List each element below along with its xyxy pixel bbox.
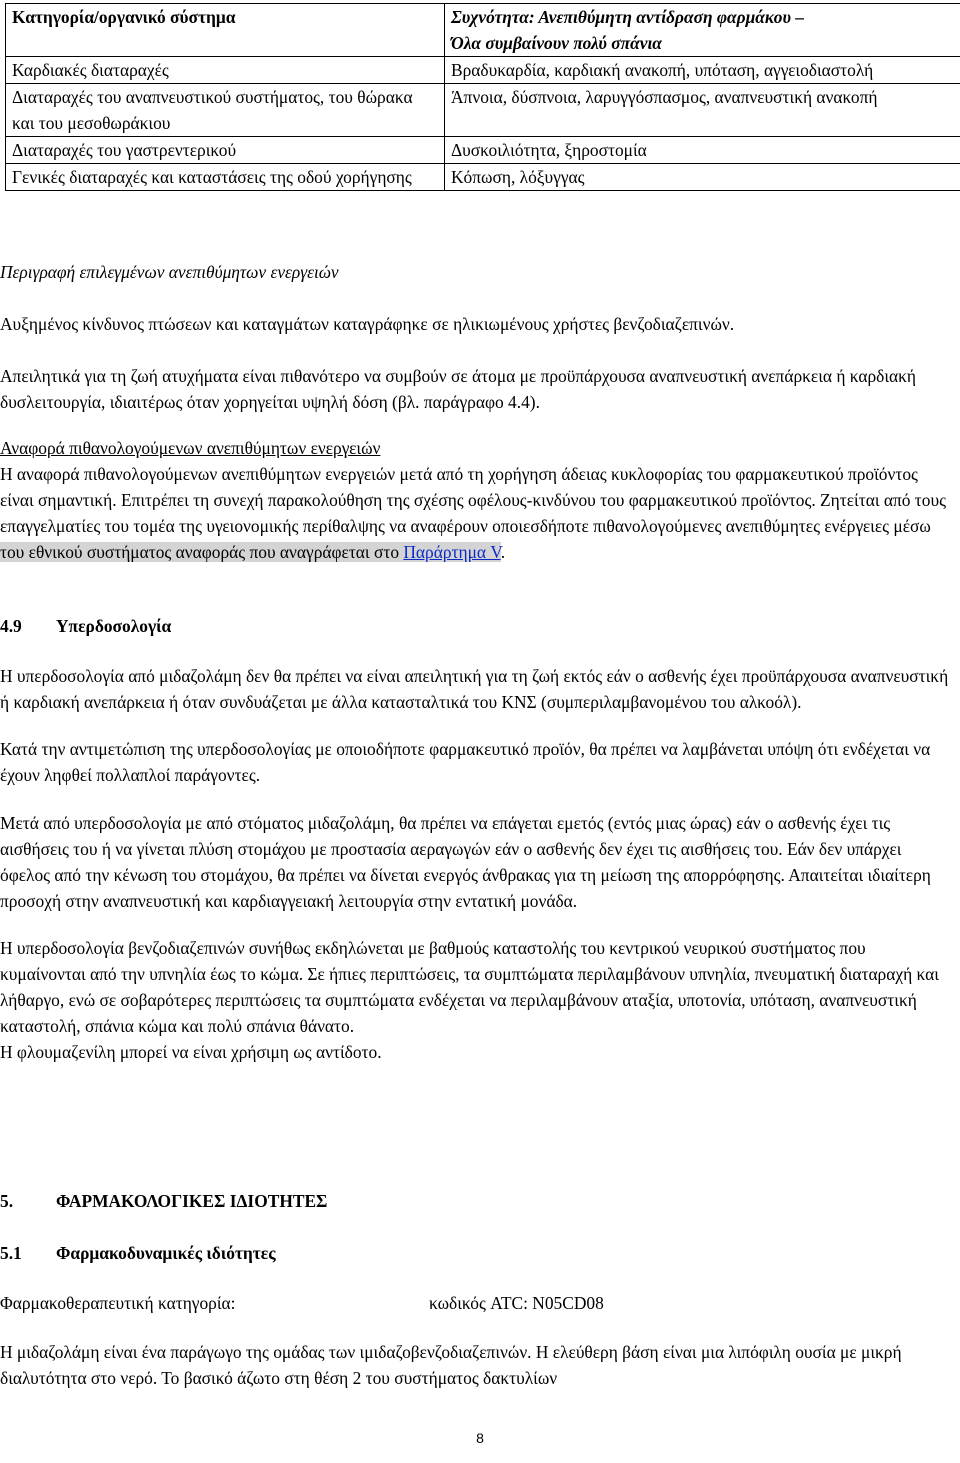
- reaction-cell: Άπνοια, δύσπνοια, λαρυγγόσπασμος, αναπνευστική ανακοπή: [445, 84, 960, 137]
- reaction-cell: Δυσκοιλιότητα, ξηροστομία: [445, 137, 960, 164]
- section-number: 5.1: [0, 1243, 22, 1263]
- pharmacotherapeutic-line: [0, 1290, 236, 1316]
- reporting-end: .: [500, 542, 506, 562]
- section-number: 5.: [0, 1191, 14, 1211]
- overdose-section: [0, 663, 952, 1065]
- atc-code: κωδικός ATC: N05CD08: [429, 1293, 604, 1313]
- annex-v-link[interactable]: Παράρτημα V: [403, 542, 501, 562]
- header-frequency: [445, 4, 960, 57]
- reporting-highlight-words: του εθνικού συστήματος αναφοράς που αναγράφεται στο: [0, 542, 404, 562]
- page-number: 8: [476, 1430, 484, 1446]
- header-frequency-line2: Όλα συμβαίνουν πολύ σπάνια: [451, 33, 662, 53]
- selected-ae-paragraph-1: Αυξημένος κίνδυνος πτώσεων και καταγμάτων καταγράφηκε σε ηλικιωμένους χρήστες βενζοδιαζεπινών.: [0, 314, 735, 334]
- selected-ae-paragraph-2: Απειλητικά για τη ζωή ατυχήματα είναι πιθανότερο να συμβούν σε άτομα με προϋπάρχουσα αναπνευστική ανεπάρκεια ή καρδιακή δυσλειτουργία, ιδιαιτέρως όταν χορηγείται υψηλή δόση (βλ. παράγραφο 4.4).: [0, 366, 917, 412]
- section-title: Φαρμακοδυναμικές ιδιότητες: [56, 1243, 276, 1263]
- organ-system-cell: Καρδιακές διαταραχές: [6, 57, 445, 84]
- organ-system-cell: Διαταραχές του γαστρεντερικού: [6, 137, 445, 164]
- section-title: Υπερδοσολογία: [56, 616, 172, 636]
- overdose-paragraph-5: Η φλουμαζενίλη μπορεί να είναι χρήσιμη ως αντίδοτο.: [0, 1042, 382, 1062]
- section-5-1-heading: [0, 1240, 276, 1266]
- table-row: [6, 137, 960, 164]
- reaction-cell: Κόπωση, λόξυγγας: [445, 164, 960, 191]
- organ-system-cell: Γενικές διαταραχές και καταστάσεις της οδού χορήγησης: [6, 164, 445, 191]
- overdose-paragraph-4: Η υπερδοσολογία βενζοδιαζεπινών συνήθως εκδηλώνεται με βαθμούς καταστολής του κεντρικού νευρικού συστήματος που κυμαίνονται από την υπνηλία έως το κώμα. Σε ήπιες περιπτώσεις, τα συμπτώματα περιλαμβάνουν υπνηλία, πνευματική διαταραχή και λήθαργο, ενώ σε σοβαρότερες περιπτώσεις τα συμπτώματα ενδέχεται να περιλαμβάνουν αταξία, υποτονία, υπόταση, αναπνευστική καταστολή, σπάνια κώμα και πολύ σπάνια θάνατο.: [0, 938, 939, 1036]
- selected-ae-heading: Περιγραφή επιλεγμένων ανεπιθύμητων ενεργειών: [0, 262, 339, 282]
- reporting-paragraph: [0, 461, 952, 565]
- organ-system-cell: Διαταραχές του αναπνευστικού συστήματος, του θώρακα και του μεσοθωράκιου: [6, 84, 445, 137]
- section-5-heading: [0, 1188, 327, 1214]
- section-title: ΦΑΡΜΑΚΟΛΟΓΙΚΕΣ ΙΔΙΟΤΗΤΕΣ: [56, 1191, 328, 1211]
- adverse-reactions-table: [5, 3, 960, 191]
- table-header-row: [6, 4, 960, 57]
- pharmacotherapeutic-label: Φαρμακοθεραπευτική κατηγορία:: [0, 1293, 236, 1313]
- reporting-highlighted-text: [0, 542, 501, 562]
- section-number: 4.9: [0, 616, 22, 636]
- reporting-heading: Αναφορά πιθανολογούμενων ανεπιθύμητων ενεργειών: [0, 438, 381, 458]
- header-frequency-line1: Συχνότητα: Ανεπιθύμητη αντίδραση φαρμάκου –: [451, 7, 805, 27]
- table-row: [6, 84, 960, 137]
- table-row: [6, 57, 960, 84]
- overdose-paragraph-1: Η υπερδοσολογία από μιδαζολάμη δεν θα πρέπει να είναι απειλητική για τη ζωή εκτός εάν ο ασθενής έχει προϋπάρχουσα αναπνευστική ή καρδιακή ανεπάρκεια ή όταν συνδυάζεται με άλλα κατασταλτικά του ΚΝΣ (συμπεριλαμβανομένου του αλκοόλ).: [0, 666, 949, 712]
- reporting-section: [0, 435, 952, 565]
- table-row: [6, 164, 960, 191]
- pharmacodynamics-paragraph: Η μιδαζολάμη είναι ένα παράγωγο της ομάδας των ιμιδαζοβενζοδιαζεπινών. Η ελεύθερη βάση είναι μια λιπόφιλη ουσία με μικρή διαλυτότητα στο νερό. Το βασικό άζωτο στη θέση 2 του συστήματος δακτυλίων: [0, 1342, 902, 1388]
- overdose-paragraph-2: Κατά την αντιμετώπιση της υπερδοσολογίας με οποιοδήποτε φαρμακευτικό προϊόν, θα πρέπει να λαμβάνεται υπόψη ότι ενδέχεται να έχουν ληφθεί πολλαπλοί παράγοντες.: [0, 739, 931, 785]
- selected-ae-section: [0, 259, 952, 415]
- overdose-paragraph-3: Μετά από υπερδοσολογία με από στόματος μιδαζολάμη, θα πρέπει να επάγεται εμετός (εντός μιας ώρας) εάν ο ασθενής έχει τις αισθήσεις του ή να γίνεται πλύση στομάχου με προστασία αεραγωγών εάν ο ασθενής δεν έχει τις αισθήσεις του. Εάν δεν υπάρχει όφελος από την κένωση του στομάχου, θα πρέπει να δίνεται ενεργός άνθρακας για τη μείωση της απορρόφησης. Απαιτείται ιδιαίτερη προσοχή στην αναπνευστική και καρδιαγγειακή λειτουργία στην εντατική μονάδα.: [0, 813, 931, 911]
- reporting-text: Η αναφορά πιθανολογούμενων ανεπιθύμητων ενεργειών μετά από τη χορήγηση άδειας κυκλοφορίας του φαρμακευτικού προϊόντος είναι σημαντική. Επιτρέπει τη συνεχή παρακολούθηση της σχέσης οφέλους-κινδύνου του φαρμακευτικού προϊόντος. Ζητείται από τους επαγγελματίες του τομέα της υγειονομικής περίθαλψης να αναφέρουν οποιεσδήποτε πιθανολογούμενες ανεπιθύμητες ενέργειες μέσω: [0, 464, 946, 536]
- header-organ-system: Κατηγορία/οργανικό σύστημα: [6, 4, 445, 57]
- reaction-cell: Βραδυκαρδία, καρδιακή ανακοπή, υπόταση, αγγειοδιαστολή: [445, 57, 960, 84]
- section-4-9-heading: [0, 613, 171, 639]
